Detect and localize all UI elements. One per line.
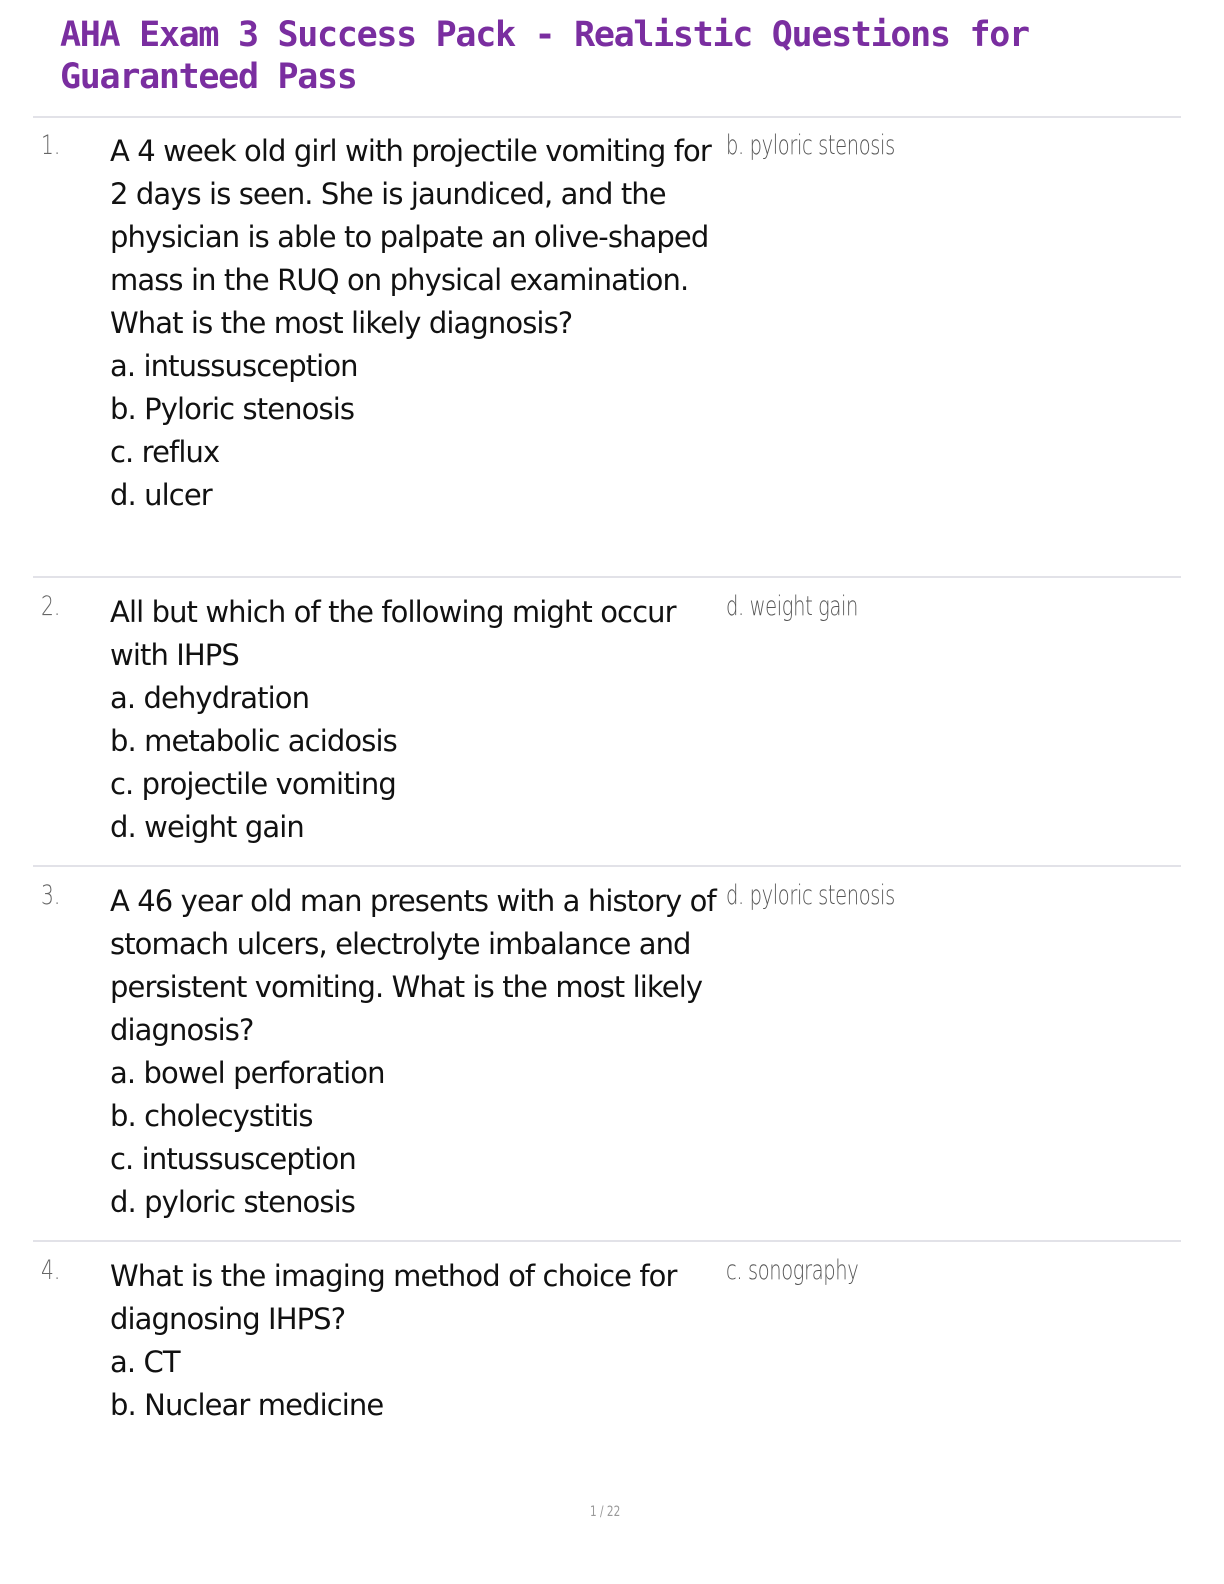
question-body [110, 1255, 730, 1427]
option-c: c. reflux [110, 435, 220, 469]
divider [33, 576, 1181, 578]
option-a: a. intussusception [110, 349, 358, 383]
answer-text: c. sonography [726, 1255, 859, 1286]
document-title: AHA Exam 3 Success Pack - Realistic Questions for Guaranteed Pass [60, 15, 1029, 97]
question-stem: All but which of the following might occur with IHPS [110, 595, 676, 672]
option-b: b. Nuclear medicine [110, 1388, 384, 1422]
option-b: b. Pyloric stenosis [110, 392, 355, 426]
question-number: 4. [41, 1255, 61, 1286]
divider [33, 865, 1181, 867]
option-b: b. cholecystitis [110, 1099, 313, 1133]
option-d: d. weight gain [110, 810, 304, 844]
divider [33, 1240, 1181, 1242]
question-stem: A 4 week old girl with projectile vomiting for 2 days is seen. She is jaundiced, and the physician is able to palpate an olive-shaped mass in the RUQ on physical examination. What is the most likely diagnosis? [110, 134, 711, 340]
option-a: a. bowel perforation [110, 1056, 385, 1090]
option-a: a. dehydration [110, 681, 310, 715]
question-body [110, 880, 730, 1224]
option-a: a. CT [110, 1345, 180, 1379]
option-c: c. projectile vomiting [110, 767, 396, 801]
divider [33, 116, 1181, 118]
answer-text: b. pyloric stenosis [726, 130, 895, 161]
question-number: 1. [41, 130, 61, 161]
page-indicator: 1 / 22 [590, 1504, 621, 1520]
question-body [110, 130, 730, 517]
option-c: c. intussusception [110, 1142, 356, 1176]
question-stem: A 46 year old man presents with a history of stomach ulcers, electrolyte imbalance and persistent vomiting. What is the most likely diagnosis? [110, 884, 716, 1047]
answer-text: d. weight gain [726, 591, 859, 622]
question-number: 2. [41, 591, 61, 622]
question-body [110, 591, 730, 849]
question-stem: What is the imaging method of choice for diagnosing IHPS? [110, 1259, 677, 1336]
option-d: d. ulcer [110, 478, 212, 512]
option-d: d. pyloric stenosis [110, 1185, 355, 1219]
question-number: 3. [41, 880, 61, 911]
option-b: b. metabolic acidosis [110, 724, 397, 758]
answer-text: d. pyloric stenosis [726, 880, 895, 911]
